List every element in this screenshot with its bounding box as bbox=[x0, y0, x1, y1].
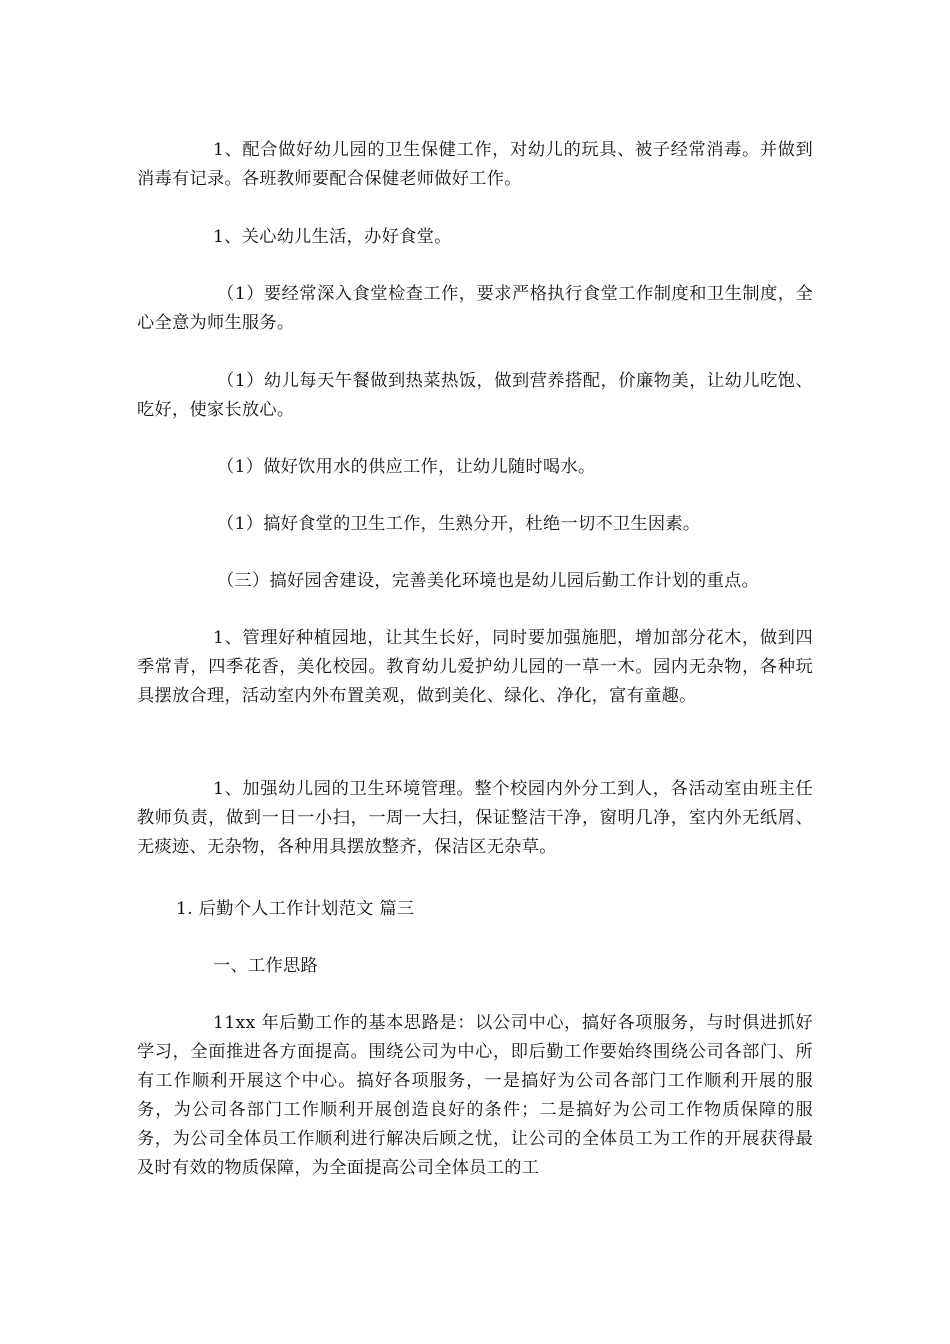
paragraph-lunch: （1）幼儿每天午餐做到热菜热饭，做到营养搭配，价廉物美，让幼儿吃饱、吃好，使家长放心。 bbox=[137, 371, 813, 420]
paragraph-hygiene-care: 1、配合做好幼儿园的卫生保健工作，对幼儿的玩具、被子经常消毒。并做到消毒有记录。各班教师要配合保健老师做好工作。 bbox=[137, 140, 813, 189]
paragraph-planting-garden: 1、管理好种植园地，让其生长好，同时要加强施肥，增加部分花木，做到四季常青，四季花香，美化校园。教育幼儿爱护幼儿园的一草一木。园内无杂物，各种玩具摆放合理，活动室内外布置美观，做到美化、绿化、净化，富有童趣。 bbox=[137, 628, 813, 706]
paragraph-work-approach: 11xx 年后勤工作的基本思路是：以公司中心，搞好各项服务，与时俱进抓好学习，全面推进各方面提高。围绕公司为中心，即后勤工作要始终围绕公司各部门、所有工作顺利开展这个中心。搞好各项服务，一是搞好为公司各部门工作顺利开展的服务，为公司各部门工作顺利开展创造良好的条件；二是搞好为公司工作物质保障的服务，为公司全体员工作顺利进行解决后顾之忧，让公司的全体员工为工作的开展获得最及时有效的物质保障，为全面提高公司全体员工的工 bbox=[137, 1013, 813, 1178]
paragraph-canteen-inspection: （1）要经常深入食堂检查工作，要求严格执行食堂工作制度和卫生制度，全心全意为师生服务。 bbox=[137, 284, 813, 333]
paragraph-environment-management: 1、加强幼儿园的卫生环境管理。整个校园内外分工到人，各活动室由班主任教师负责，做到一日一小扫，一周一大扫，保证整洁干净，窗明几净，室内外无纸屑、无痰迹、无杂物，各种用具摆放整齐，保洁区无杂草。 bbox=[137, 779, 813, 857]
paragraph-drinking-water: （1）做好饮用水的供应工作，让幼儿随时喝水。 bbox=[217, 457, 596, 477]
section-heading: 1. 后勤个人工作计划范文 篇三 bbox=[176, 899, 415, 919]
paragraph-canteen-hygiene: （1）搞好食堂的卫生工作，生熟分开，杜绝一切不卫生因素。 bbox=[217, 514, 701, 534]
paragraph-campus-construction: （三）搞好园舍建设，完善美化环境也是幼儿园后勤工作计划的重点。 bbox=[217, 571, 760, 591]
subheading-work-ideas: 一、工作思路 bbox=[213, 956, 318, 976]
paragraph-canteen: 1、关心幼儿生活，办好食堂。 bbox=[213, 227, 452, 247]
